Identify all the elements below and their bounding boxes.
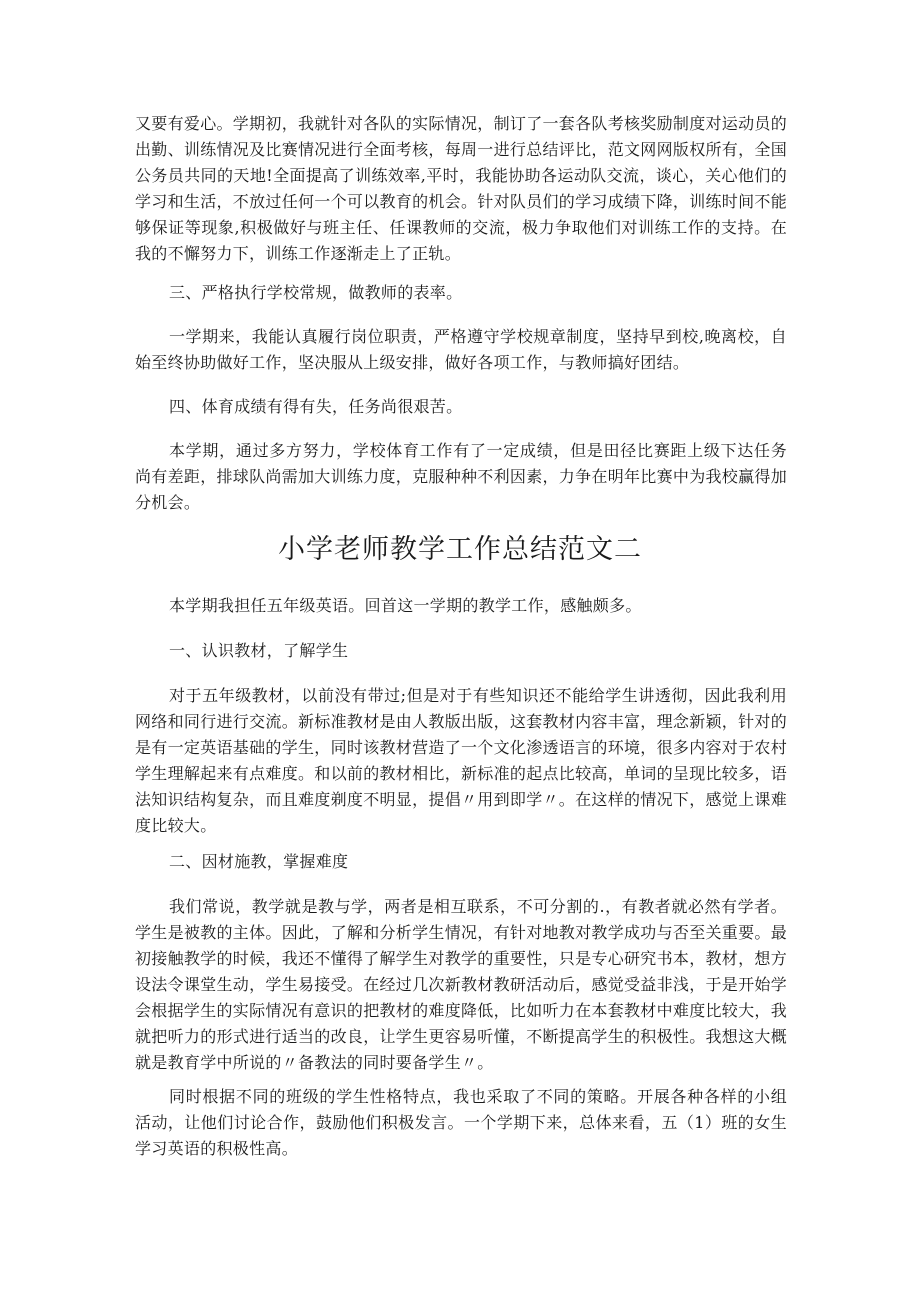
heading-teach-by-aptitude: 二、因材施教，掌握难度	[169, 852, 349, 871]
heading-sports-results: 四、体育成绩有得有失，任务尚很艰苦。	[169, 397, 463, 416]
paragraph-semester-results: 本学期，通过多方努力，学校体育工作有了一定成绩，但是田径比赛距上级下达任务尚有差距，排球队尚需加大训练力度，克服种种不利因素，力争在明年比赛中为我校赢得加分机会。	[135, 441, 788, 512]
heading-know-textbook: 一、认识教材，了解学生	[169, 641, 349, 660]
paragraph-textbook-analysis: 对于五年级教材，以前没有带过;但是对于有些知识还不能给学生讲透彻，因此我利用网络和同行进行交流。新标准教材是由人教版出版，这套教材内容丰富，理念新颖，针对的是有一定英语基础的学生，同时该教材营造了一个文化渗透语言的环境，很多内容对于农村学生理解起来有点难度。和以前的教材相比，新标准的起点比较高，单词的呈现比较多，语法知识结构复杂，而且难度剃度不明显，提倡〃用到即学〃。在这样的情况下，感觉上课难度比较大。	[135, 686, 788, 835]
paragraph-teaching-method: 我们常说，教学就是教与学，两者是相互联系，不可分割的.，有教者就必然有学者。学生是被教的主体。因此，了解和分析学生情况，有针对地教对教学成功与否至关重要。最初接触教学的时候，我还不懂得了解学生对教学的重要性，只是专心研究书本，教材，想方设法令课堂生动，学生易接受。在经过几次新教材教研活动后，感觉受益非浅，于是开始学会根据学生的实际情况有意识的把教材的难度降低，比如听力在本套教材中难度比较大，我就把听力的形式进行适当的改良，让学生更容易听懂，不断提高学生的积极性。我想这大概就是教育学中所说的〃备教法的同时要备学生〃。	[135, 897, 788, 1072]
paragraph-intro: 本学期我担任五年级英语。回首这一学期的教学工作，感触颇多。	[169, 596, 642, 615]
heading-school-rules: 三、严格执行学校常规，做教师的表率。	[169, 283, 463, 302]
paragraph-class-strategies: 同时根据不同的班级的学生性格特点，我也采取了不同的策略。开展各种各样的小组活动，让他们讨论合作，鼓励他们积极发言。一个学期下来，总体来看，五（1）班的女生学习英语的积极性高。	[135, 1087, 787, 1158]
paragraph-training-management: 又要有爱心。学期初，我就针对各队的实际情况，制订了一套各队考核奖励制度对运动员的出勤、训练情况及比赛情况进行全面考核，每周一进行总结评比，范文网网版权所有，全国公务员共同的天地!全面提高了训练效率,平时，我能协助各运动队交流，谈心，关心他们的学习和生活，不放过任何一个可以教育的机会。针对队员们的学习成绩下降，训练时间不能够保证等现象,积极做好与班主任、任课教师的交流，极力争取他们对训练工作的支持。在我的不懈努力下，训练工作逐渐走上了正轨。	[135, 114, 788, 263]
paragraph-job-duties: 一学期来，我能认真履行岗位职责，严格遵守学校规章制度，坚持早到校,晚离校，自始至终协助做好工作，坚决服从上级安排，做好各项工作，与教师搞好团结。	[135, 327, 787, 372]
section-title: 小学老师教学工作总结范文二	[278, 534, 642, 565]
